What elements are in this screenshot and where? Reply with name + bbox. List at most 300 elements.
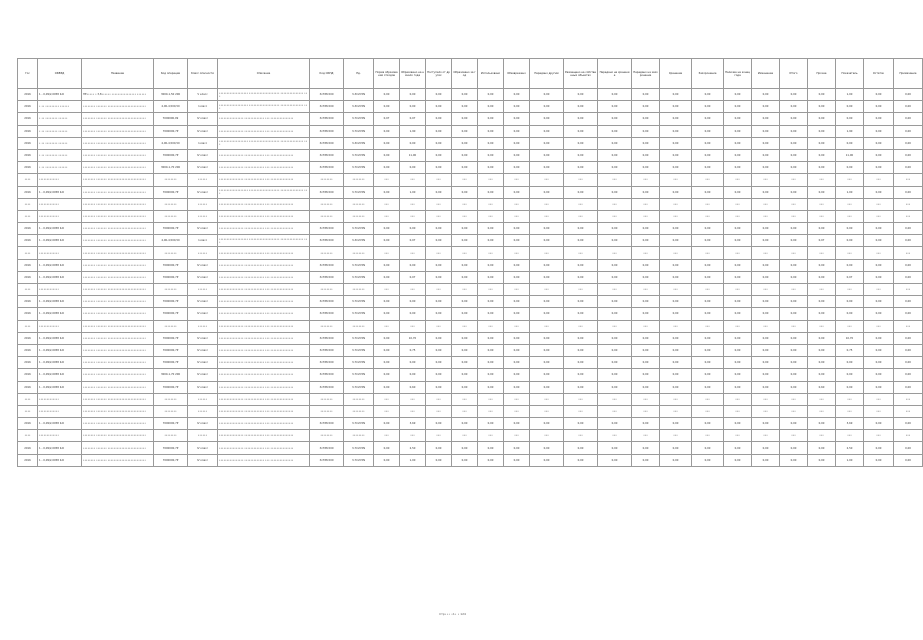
table-cell: 0,00 <box>808 454 836 466</box>
table-cell: 3-7C2C5N <box>344 369 374 381</box>
table-cell: I класс <box>188 137 218 149</box>
table-cell: ••• <box>724 405 752 417</box>
table-cell: 0,00 <box>452 259 478 271</box>
table-cell: 0,00 <box>836 357 864 369</box>
table-cell: ••• <box>808 210 836 222</box>
table-cell: ••••••••••••• <box>38 247 82 259</box>
table-cell: 0,00 <box>478 259 504 271</box>
table-cell: 0,00 <box>780 308 808 320</box>
table-cell: 0,00 <box>864 344 894 356</box>
table-cell: 2016 <box>18 296 38 308</box>
table-cell: 0,00 <box>400 259 426 271</box>
table-cell: 0,00 <box>400 369 426 381</box>
table-cell: 0,00 <box>894 442 923 454</box>
table-cell: 0,00 <box>374 101 400 113</box>
table-cell: ••• <box>836 174 864 186</box>
table-cell: ••• <box>478 430 504 442</box>
table-cell: 0,00 <box>426 113 452 125</box>
table-cell: ••• <box>452 198 478 210</box>
table-cell: 0,00 <box>780 259 808 271</box>
table-cell: 0,00 <box>478 381 504 393</box>
table-cell: 0,00 <box>452 235 478 247</box>
table-cell: 0,00 <box>504 454 530 466</box>
table-cell: 0,00 <box>530 271 564 283</box>
table-row <box>18 369 923 381</box>
table-cell: ••• <box>374 174 400 186</box>
table-cell: 0,00 <box>530 308 564 320</box>
table-cell: 0,00 <box>564 296 598 308</box>
table-cell: 0,00 <box>426 259 452 271</box>
table-cell: •••• <box>18 284 38 296</box>
table-row <box>18 405 923 417</box>
table-cell: 0,00 <box>530 186 564 198</box>
table-cell: 0,00 <box>564 369 598 381</box>
table-cell: ••• <box>808 393 836 405</box>
table-cell: ••• <box>426 198 452 210</box>
table-row <box>18 418 923 430</box>
table-cell: 0,00 <box>836 259 864 271</box>
table-cell: ••• <box>504 174 530 186</box>
table-cell: 0,00 <box>530 101 564 113</box>
table-row <box>18 235 923 247</box>
table-cell: 0,00 <box>426 357 452 369</box>
table-cell: 3x788-500 <box>310 125 344 137</box>
table-cell: 0,60 <box>808 381 836 393</box>
table-cell: •••••••• <box>310 210 344 222</box>
table-cell: 7000000,7P <box>154 357 188 369</box>
table-cell: ••• <box>660 393 692 405</box>
table-cell: 0,00 <box>400 308 426 320</box>
table-cell: 0,00 <box>808 137 836 149</box>
table-cell: 0,00 <box>864 308 894 320</box>
table-cell: 3-3C2C5N <box>344 137 374 149</box>
table-cell: IV класс <box>188 344 218 356</box>
table-cell: 0,00 <box>632 418 660 430</box>
table-cell: 0,00 <box>692 101 724 113</box>
table-cell: •••••••• <box>310 174 344 186</box>
column-header: Захоронение <box>692 59 724 89</box>
table-cell: 1 - 0,09/2,0058 K-R <box>38 418 82 430</box>
table-cell: 2016 <box>18 271 38 283</box>
table-cell: 0,00 <box>478 296 504 308</box>
table-cell: 0,00 <box>752 344 780 356</box>
table-cell: 0,00 <box>724 89 752 101</box>
table-cell: 0,00 <box>564 418 598 430</box>
table-cell: IV класс <box>188 369 218 381</box>
table-cell: 0,00 <box>598 149 632 161</box>
table-cell: ••• <box>752 320 780 332</box>
table-cell: 2016 <box>18 101 38 113</box>
table-cell: 0,00 <box>660 125 692 137</box>
table-row <box>18 101 923 113</box>
table-cell: 0,00 <box>452 162 478 174</box>
table-cell: ••• <box>752 393 780 405</box>
column-header: Описание <box>218 59 310 89</box>
table-cell: 0,00 <box>530 344 564 356</box>
table-cell: ••• <box>530 198 564 210</box>
column-header: Поступило от других <box>426 59 452 89</box>
table-cell: •••••••• <box>310 393 344 405</box>
table-cell: 3-7C2C5N <box>344 332 374 344</box>
table-cell: ••••••••••••••••••• •••••••••••••••••••• ••••••••••••••• ••• <box>218 137 310 149</box>
table-cell: 0,00 <box>564 162 598 174</box>
table-cell: 1 - 0,09/2,0058 K-R <box>38 259 82 271</box>
table-cell: ••• <box>692 430 724 442</box>
table-cell: ••• <box>692 284 724 296</box>
table-cell: ••• <box>660 174 692 186</box>
table-cell: • •• •••••••• •••••• <box>38 125 82 137</box>
table-cell: 3,69 <box>400 418 426 430</box>
table-cell: 0,00 <box>632 381 660 393</box>
table-cell: ••• <box>660 247 692 259</box>
table-cell: 1 - 0,09/2,0058 K-R <box>38 271 82 283</box>
table-cell: 1,00 <box>400 186 426 198</box>
table-cell: 3x788-500 <box>310 296 344 308</box>
table-cell: ••• <box>374 320 400 332</box>
table-cell: •••••••••••••••• ••••••••••••• ••• ••••••••••••••• <box>218 308 310 320</box>
table-cell: ••••••••••••• <box>38 320 82 332</box>
table-cell: •••••••• ••••••• ••••••••••••••••••••••••• <box>82 235 154 247</box>
table-cell: ••• <box>724 430 752 442</box>
table-cell: ••• <box>478 393 504 405</box>
table-cell: 0,00 <box>504 369 530 381</box>
table-cell: 0,00 <box>598 296 632 308</box>
table-cell: 0,00 <box>660 113 692 125</box>
table-cell: 0,00 <box>564 125 598 137</box>
table-cell: •••••••••••••••• ••••••••••••• ••• ••••••••••••••• <box>218 320 310 332</box>
table-cell: •••••••••••••••• ••••••••••••• ••• ••••••••••••••• <box>218 210 310 222</box>
table-cell: 0,00 <box>632 125 660 137</box>
table-cell: ••• <box>894 393 923 405</box>
table-cell: 0,00 <box>530 259 564 271</box>
table-cell: ••• <box>864 320 894 332</box>
table-cell: 0,00 <box>504 101 530 113</box>
table-cell: 0,00 <box>780 149 808 161</box>
table-cell: 0,00 <box>530 381 564 393</box>
table-cell: IV класс <box>188 186 218 198</box>
table-cell: •••••••• <box>154 430 188 442</box>
column-header: Норма образования отходов <box>374 59 400 89</box>
table-row <box>18 308 923 320</box>
table-cell: ••• <box>752 247 780 259</box>
table-cell: •••••••••••••••• ••••••••••••• ••• ••••••••••••••• <box>218 454 310 466</box>
table-cell: 0,00 <box>724 162 752 174</box>
table-cell: 0,00 <box>894 259 923 271</box>
table-cell: ••• <box>780 430 808 442</box>
table-cell: 0,00 <box>864 235 894 247</box>
table-cell: ••• <box>632 174 660 186</box>
table-cell: 1 - 0,09/2,0058 K-R <box>38 223 82 235</box>
table-cell: 0,00 <box>504 89 530 101</box>
table-cell: 3x788-500 <box>310 235 344 247</box>
table-row <box>18 89 923 101</box>
table-cell: 0,00 <box>836 101 864 113</box>
table-cell: 0,00 <box>836 308 864 320</box>
table-cell: 1 - 0,09/2,0058 K-R <box>38 369 82 381</box>
table-cell: •••••••• ••••••• ••••••••••••••••••••••••• <box>82 405 154 417</box>
table-cell: 0,00 <box>864 259 894 271</box>
table-cell: IV класс <box>188 454 218 466</box>
table-cell: 1 - 0,09/2,0058 K-R <box>38 308 82 320</box>
table-cell: 7000000,7P <box>154 308 188 320</box>
table-cell: 2016 <box>18 418 38 430</box>
table-cell: •••••••••••••••• ••••••••••••• ••• ••••••••••••••• <box>218 162 310 174</box>
table-cell: 0,00 <box>598 369 632 381</box>
table-cell: 0,00 <box>426 149 452 161</box>
table-cell: ••••••••••••• <box>38 174 82 186</box>
table-cell: 0,00 <box>400 101 426 113</box>
table-cell: 2016 <box>18 357 38 369</box>
table-cell: 0,00 <box>894 271 923 283</box>
table-cell: ••• <box>598 247 632 259</box>
table-cell: 3-7C2C5N <box>344 296 374 308</box>
table-cell: 3x788-500 <box>310 137 344 149</box>
table-cell: 0,00 <box>564 89 598 101</box>
table-cell: 0,00 <box>564 454 598 466</box>
table-cell: 0,00 <box>894 369 923 381</box>
table-cell: ••• <box>752 174 780 186</box>
table-cell: 0,00 <box>780 296 808 308</box>
table-cell: 0,00 <box>632 369 660 381</box>
table-row <box>18 454 923 466</box>
table-cell: ••• <box>692 393 724 405</box>
table-cell: •••••••• ••••••• ••••••••••••••••••••••••• <box>82 332 154 344</box>
table-cell: 0,00 <box>632 89 660 101</box>
table-cell: •••••••••••••••• ••••••••••••• ••• ••••••••••••••• <box>218 247 310 259</box>
table-cell: ••• <box>692 174 724 186</box>
table-cell: 0,00 <box>504 381 530 393</box>
table-body <box>18 89 923 467</box>
table-cell: 0,00 <box>808 186 836 198</box>
column-header: Ед. <box>344 59 374 89</box>
table-cell: 0,07 <box>374 113 400 125</box>
table-cell: •••••••• <box>310 247 344 259</box>
table-cell: 3-7C2C5N <box>344 357 374 369</box>
table-cell: ••• <box>564 174 598 186</box>
table-cell: •••••• <box>188 198 218 210</box>
table-cell: 0,00 <box>780 418 808 430</box>
table-cell: 1 - 0,09/2,0058 K-R <box>38 344 82 356</box>
table-cell: 0,00 <box>836 369 864 381</box>
table-row <box>18 137 923 149</box>
table-cell: 0,00 <box>894 89 923 101</box>
table-cell: ••• <box>780 210 808 222</box>
table-cell: ••• <box>598 198 632 210</box>
table-cell: 0,00 <box>478 125 504 137</box>
table-cell: 0,00 <box>864 442 894 454</box>
table-cell: ••• <box>564 284 598 296</box>
table-cell: ••• <box>478 405 504 417</box>
table-cell: 3-7C2C5N <box>344 125 374 137</box>
table-cell: IV класс <box>188 113 218 125</box>
table-cell: ••• <box>426 247 452 259</box>
table-cell: 0,00 <box>894 149 923 161</box>
table-cell: 0,00 <box>530 89 564 101</box>
table-cell: 0,00 <box>692 296 724 308</box>
column-header: Код ОКПД <box>310 59 344 89</box>
table-cell: 0,00 <box>598 271 632 283</box>
table-cell: ••• <box>426 210 452 222</box>
table-cell: 0,00 <box>660 296 692 308</box>
table-cell: 1 - 0,09/2,0058 K-R <box>38 357 82 369</box>
table-cell: ••• <box>724 174 752 186</box>
column-header: Образовано на начало года <box>400 59 426 89</box>
table-cell: 7000000,7P <box>154 259 188 271</box>
table-cell: 0,00 <box>864 113 894 125</box>
table-cell: 0,00 <box>504 418 530 430</box>
table-cell: 0,00 <box>752 223 780 235</box>
table-cell: 0,00 <box>894 332 923 344</box>
table-cell: ••• <box>564 247 598 259</box>
table-cell: 0,00 <box>478 101 504 113</box>
table-cell: 0,00 <box>724 357 752 369</box>
table-cell: 0,00 <box>564 271 598 283</box>
table-row <box>18 223 923 235</box>
table-cell: 0,00 <box>894 357 923 369</box>
table-cell: 0,07 <box>808 235 836 247</box>
table-cell: 0,00 <box>724 259 752 271</box>
table-cell: ••••••••••••••••••• •••••••••••••••••••• ••••••••••••••• ••• <box>218 101 310 113</box>
table-cell: ••• <box>400 430 426 442</box>
table-cell: ••• <box>452 284 478 296</box>
table-cell: 0,00 <box>478 149 504 161</box>
table-cell: 0,00 <box>808 271 836 283</box>
table-cell: 0,00 <box>864 332 894 344</box>
table-cell: 0,00 <box>504 137 530 149</box>
table-cell: 0,00 <box>632 296 660 308</box>
table-cell: 0,00 <box>836 113 864 125</box>
table-cell: 0,00 <box>894 308 923 320</box>
table-cell: ••• <box>400 284 426 296</box>
table-cell: ••• <box>478 247 504 259</box>
table-cell: ••• <box>374 405 400 417</box>
table-cell: 0,00 <box>426 381 452 393</box>
table-cell: 0,00 <box>632 332 660 344</box>
table-cell: ••• <box>632 284 660 296</box>
table-cell: ••• <box>780 174 808 186</box>
table-cell: 0,00 <box>426 137 452 149</box>
table-cell: •••••••• ••••••• ••••••••••••••••••••••••• <box>82 284 154 296</box>
table-cell: 0,00 <box>564 442 598 454</box>
table-cell: 0,00 <box>780 223 808 235</box>
table-cell: 0,00 <box>632 186 660 198</box>
table-cell: ••• <box>692 198 724 210</box>
table-row <box>18 186 923 198</box>
table-cell: 3000-1,70 206 <box>154 162 188 174</box>
table-cell: 0,00 <box>504 162 530 174</box>
table-cell: ••• <box>632 320 660 332</box>
table-cell: 0,00 <box>780 101 808 113</box>
table-cell: •••••••• <box>154 393 188 405</box>
table-cell: ••• <box>660 198 692 210</box>
table-cell: 0,00 <box>452 381 478 393</box>
table-cell: 1 - 0,09/2,0058 K-R <box>38 454 82 466</box>
table-cell: •••••••• ••••••• ••••••••••••••••••••••••• <box>82 198 154 210</box>
table-cell: •••• <box>18 320 38 332</box>
table-cell: • •• •••••••• •••••• <box>38 162 82 174</box>
table-cell: 3x788-500 <box>310 101 344 113</box>
table-cell: 0,00 <box>632 101 660 113</box>
table-cell: 0,00 <box>374 149 400 161</box>
table-cell: I класс <box>188 235 218 247</box>
table-cell: ••• <box>808 284 836 296</box>
column-header: Прочее <box>808 59 836 89</box>
table-cell: 0,00 <box>530 418 564 430</box>
table-cell: ••• <box>632 247 660 259</box>
table-cell: 3x788-500 <box>310 113 344 125</box>
table-cell: 0,00 <box>780 162 808 174</box>
table-cell: •••••••• ••••••• ••••••••••••••••••••••••• <box>82 271 154 283</box>
table-cell: 0,00 <box>780 344 808 356</box>
table-cell: 0,00 <box>632 308 660 320</box>
table-cell: ••• <box>724 393 752 405</box>
table-cell: 3x788-500 <box>310 308 344 320</box>
table-cell: 0,00 <box>504 186 530 198</box>
table-cell: 2016 <box>18 308 38 320</box>
table-cell: ••• <box>564 393 598 405</box>
table-cell: ••• <box>426 393 452 405</box>
table-cell: 2016 <box>18 454 38 466</box>
table-cell: ••• <box>864 405 894 417</box>
table-cell: ••• <box>692 320 724 332</box>
table-cell: ••• <box>632 210 660 222</box>
table-cell: 0,00 <box>598 125 632 137</box>
table-cell: 0,00 <box>808 332 836 344</box>
table-cell: 2016 <box>18 442 38 454</box>
table-row <box>18 113 923 125</box>
table-cell: 11,00 <box>836 149 864 161</box>
table-cell: ••• <box>894 174 923 186</box>
table-cell: 0,00 <box>478 442 504 454</box>
column-header: Хранение <box>660 59 692 89</box>
table-cell: 0,00 <box>692 162 724 174</box>
table-row <box>18 381 923 393</box>
table-cell: 0,75 <box>836 344 864 356</box>
table-cell: •••••••• <box>154 174 188 186</box>
table-cell: 3x788-500 <box>310 332 344 344</box>
table-cell: 0,00 <box>752 137 780 149</box>
table-cell: 7000000,7P <box>154 332 188 344</box>
table-cell: ••• <box>426 284 452 296</box>
column-header: Передано на захоронение <box>632 59 660 89</box>
table-cell: 3-3C2C5N <box>344 101 374 113</box>
table-cell: ••• <box>374 210 400 222</box>
table-cell: 0,00 <box>864 101 894 113</box>
table-cell: 0,00 <box>426 308 452 320</box>
table-cell: 1,00 <box>836 186 864 198</box>
table-cell: 0,07 <box>836 271 864 283</box>
table-cell: 0,00 <box>478 235 504 247</box>
table-cell: ••• <box>426 430 452 442</box>
table-cell: 2016 <box>18 235 38 247</box>
table-cell: ••• <box>452 247 478 259</box>
table-cell: ••• <box>400 320 426 332</box>
table-cell: 0,00 <box>426 235 452 247</box>
table-cell: 0,00 <box>724 369 752 381</box>
table-cell: •••••••• <box>344 247 374 259</box>
table-cell: 0,00 <box>598 259 632 271</box>
table-cell: 0,00 <box>452 296 478 308</box>
table-cell: 0,00 <box>864 271 894 283</box>
table-cell: 0,00 <box>374 137 400 149</box>
table-cell: ••• <box>400 174 426 186</box>
table-cell: 0,00 <box>598 308 632 320</box>
table-cell: 0,00 <box>426 271 452 283</box>
table-cell: ••• <box>426 405 452 417</box>
table-cell: 0,00 <box>752 89 780 101</box>
table-cell: •••••••• <box>154 405 188 417</box>
table-cell: 7000000,7P <box>154 418 188 430</box>
